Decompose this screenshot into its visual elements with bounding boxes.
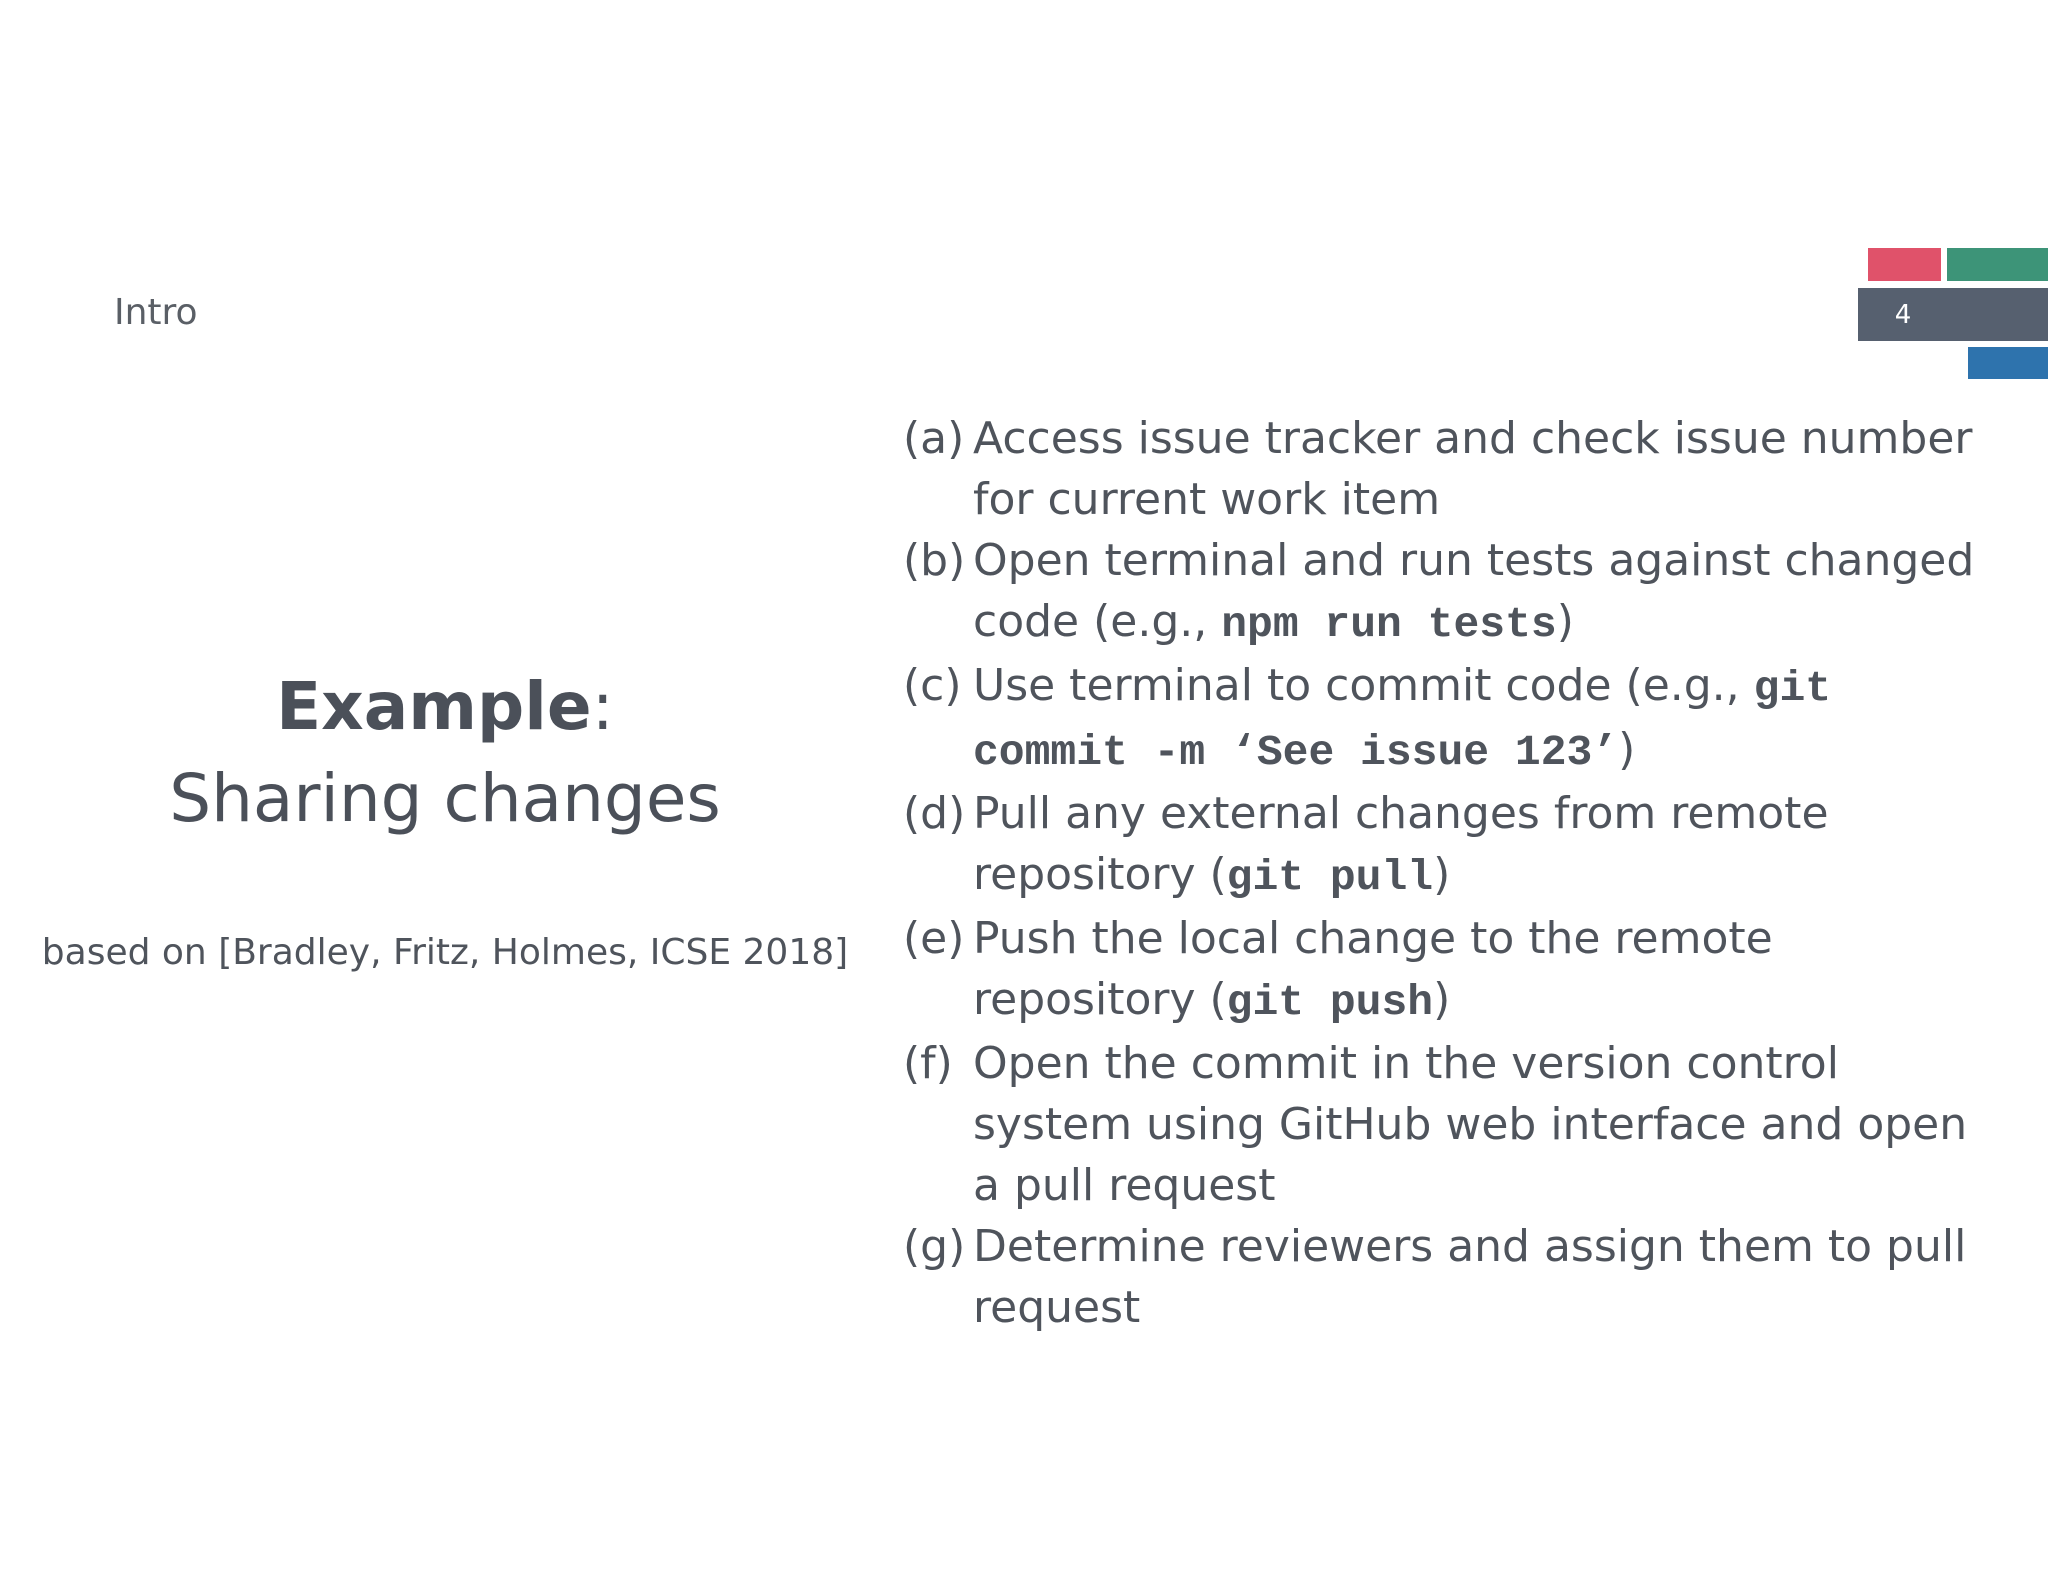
step-text [973, 908, 1993, 1033]
step-marker: (c) [903, 660, 962, 711]
step-text: Open the commit in the version control system using GitHub web interface and open a pull request [973, 1038, 1968, 1211]
title-colon: : [591, 668, 614, 745]
accent-block-red [1868, 248, 1941, 281]
title-subtitle: Sharing changes [169, 760, 721, 837]
step-item [903, 783, 1993, 908]
step-item [903, 408, 1993, 530]
title-bold: Example [276, 668, 592, 745]
step-text-before: Use terminal to commit code (e.g., [973, 660, 1754, 711]
step-marker: (a) [903, 413, 965, 464]
step-marker: (e) [903, 913, 965, 964]
step-text [973, 783, 1993, 908]
page-number: 4 [1894, 299, 1912, 330]
step-marker: (b) [903, 535, 966, 586]
section-label: Intro [114, 292, 198, 333]
page-number-block [1858, 288, 2048, 341]
step-text-before: Open terminal and run tests against changed code (e.g., [973, 535, 1975, 647]
step-item [903, 655, 1993, 783]
citation: based on [Bradley, Fritz, Holmes, ICSE 2018] [41, 932, 849, 973]
accent-block-blue [1968, 347, 2048, 379]
step-item [903, 1033, 1993, 1216]
step-text-after: ) [1556, 596, 1574, 647]
step-text [973, 655, 1993, 783]
step-code: git commit -m ‘See issue 123’ [973, 664, 1832, 777]
step-text-after: ) [1433, 849, 1451, 900]
slide-title [30, 665, 860, 849]
step-text: Access issue tracker and check issue number for current work item [973, 413, 1973, 525]
step-text-before: Push the local change to the remote repository ( [973, 913, 1773, 1025]
step-text [973, 530, 1993, 655]
step-code: git pull [1226, 853, 1434, 902]
step-item [903, 530, 1993, 655]
step-text-after: ) [1433, 974, 1451, 1025]
step-text-before: Pull any external changes from remote repository ( [973, 788, 1829, 900]
accent-block-green [1947, 248, 2048, 281]
steps-list [903, 408, 1993, 1338]
step-marker: (g) [903, 1221, 966, 1272]
step-item [903, 908, 1993, 1033]
step-marker: (d) [903, 788, 966, 839]
step-marker: (f) [903, 1038, 953, 1089]
step-code: npm run tests [1221, 600, 1557, 649]
step-text-after: ) [1618, 724, 1636, 775]
step-item [903, 1216, 1993, 1338]
step-text: Determine reviewers and assign them to pull request [973, 1221, 1967, 1333]
step-code: git push [1226, 978, 1434, 1027]
title-line-1 [30, 665, 860, 749]
